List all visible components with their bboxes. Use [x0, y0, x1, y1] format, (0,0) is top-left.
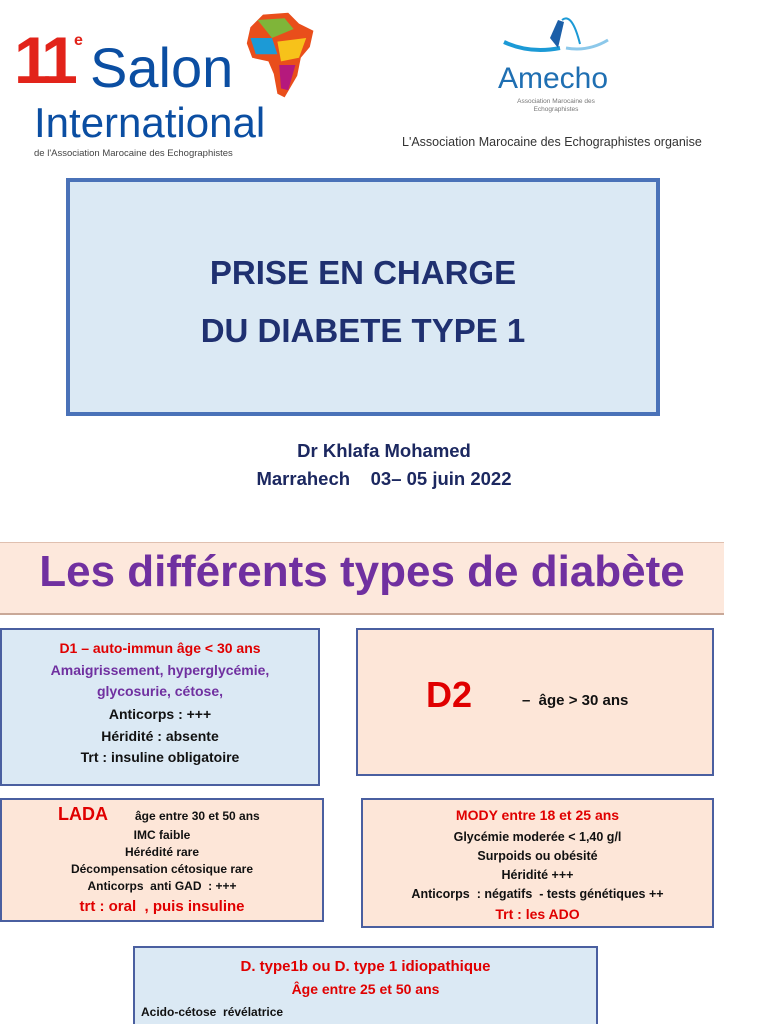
d2-age: – âge > 30 ans — [522, 692, 629, 709]
slide2-title-banner — [0, 542, 724, 615]
amecho-name: Amecho — [498, 62, 609, 95]
amecho-small-text: Association Marocaine des Echographistes — [517, 98, 595, 113]
title-line-2: DU DIABETE TYPE 1 — [200, 312, 526, 349]
d1-symptoms-line-2: glycosurie, cétose, — [96, 683, 224, 699]
lada-antibodies: Anticorps anti GAD : +++ — [87, 879, 237, 893]
amecho-logo — [490, 8, 630, 113]
international-word: International — [34, 99, 266, 146]
salon-logo — [14, 10, 314, 162]
mody-card — [361, 798, 714, 928]
slide2-title: Les différents types de diabète — [39, 547, 685, 596]
lada-ketosis: Décompensation cétosique rare — [70, 862, 254, 876]
mody-antibodies: Anticorps : négatifs - tests génétiques ++ — [411, 887, 664, 901]
title-line-1: PRISE EN CHARGE — [209, 254, 517, 291]
lada-bmi: IMC faible — [133, 828, 191, 842]
d1-card — [0, 628, 320, 786]
type1b-card — [133, 946, 598, 1024]
organiser-tagline: L'Association Marocaine des Echographistes organise — [402, 135, 702, 149]
d1-antibodies: Anticorps : +++ — [108, 706, 212, 722]
lada-card — [0, 798, 324, 922]
salon-subtitle: de l'Association Marocaine des Echographistes — [34, 148, 233, 159]
d1-treatment: Trt : insuline obligatoire — [80, 749, 240, 765]
type1b-ketoacidosis: Acido-cétose révélatrice — [141, 1005, 284, 1019]
salon-number: 11 — [14, 23, 72, 97]
mody-glycemia: Glycémie moderée < 1,40 g/l — [453, 830, 622, 844]
lada-age: âge entre 30 et 50 ans — [135, 809, 260, 823]
author-name: Dr Khlafa Mohamed — [297, 440, 471, 461]
salon-word: Salon — [90, 36, 234, 99]
title-box — [66, 178, 660, 416]
mody-treatment: Trt : les ADO — [495, 906, 580, 922]
lada-treatment: trt : oral , puis insuline — [79, 898, 245, 915]
d1-heredity: Héridité : absente — [101, 728, 219, 744]
mody-heading: MODY entre 18 et 25 ans — [455, 807, 620, 823]
mody-weight: Surpoids ou obésité — [477, 849, 598, 863]
africa-map-icon — [245, 10, 317, 102]
amecho-emblem-icon — [500, 8, 610, 68]
mody-heredity: Héridité +++ — [501, 868, 574, 882]
type1b-heading: D. type1b ou D. type 1 idiopathique — [240, 958, 491, 975]
lada-heredity: Hérédité rare — [124, 845, 200, 859]
d1-symptoms-line-1: Amaigrissement, hyperglycémie, — [50, 662, 270, 678]
place-date: Marrahech 03– 05 juin 2022 — [256, 468, 512, 489]
d2-heading: D2 — [426, 674, 473, 715]
type1b-age: Âge entre 25 et 50 ans — [291, 981, 440, 997]
lada-heading: LADA — [58, 804, 108, 824]
d1-heading: D1 – auto-immun âge < 30 ans — [59, 640, 261, 656]
d2-card — [356, 628, 714, 776]
salon-number-superscript: e — [74, 32, 83, 49]
